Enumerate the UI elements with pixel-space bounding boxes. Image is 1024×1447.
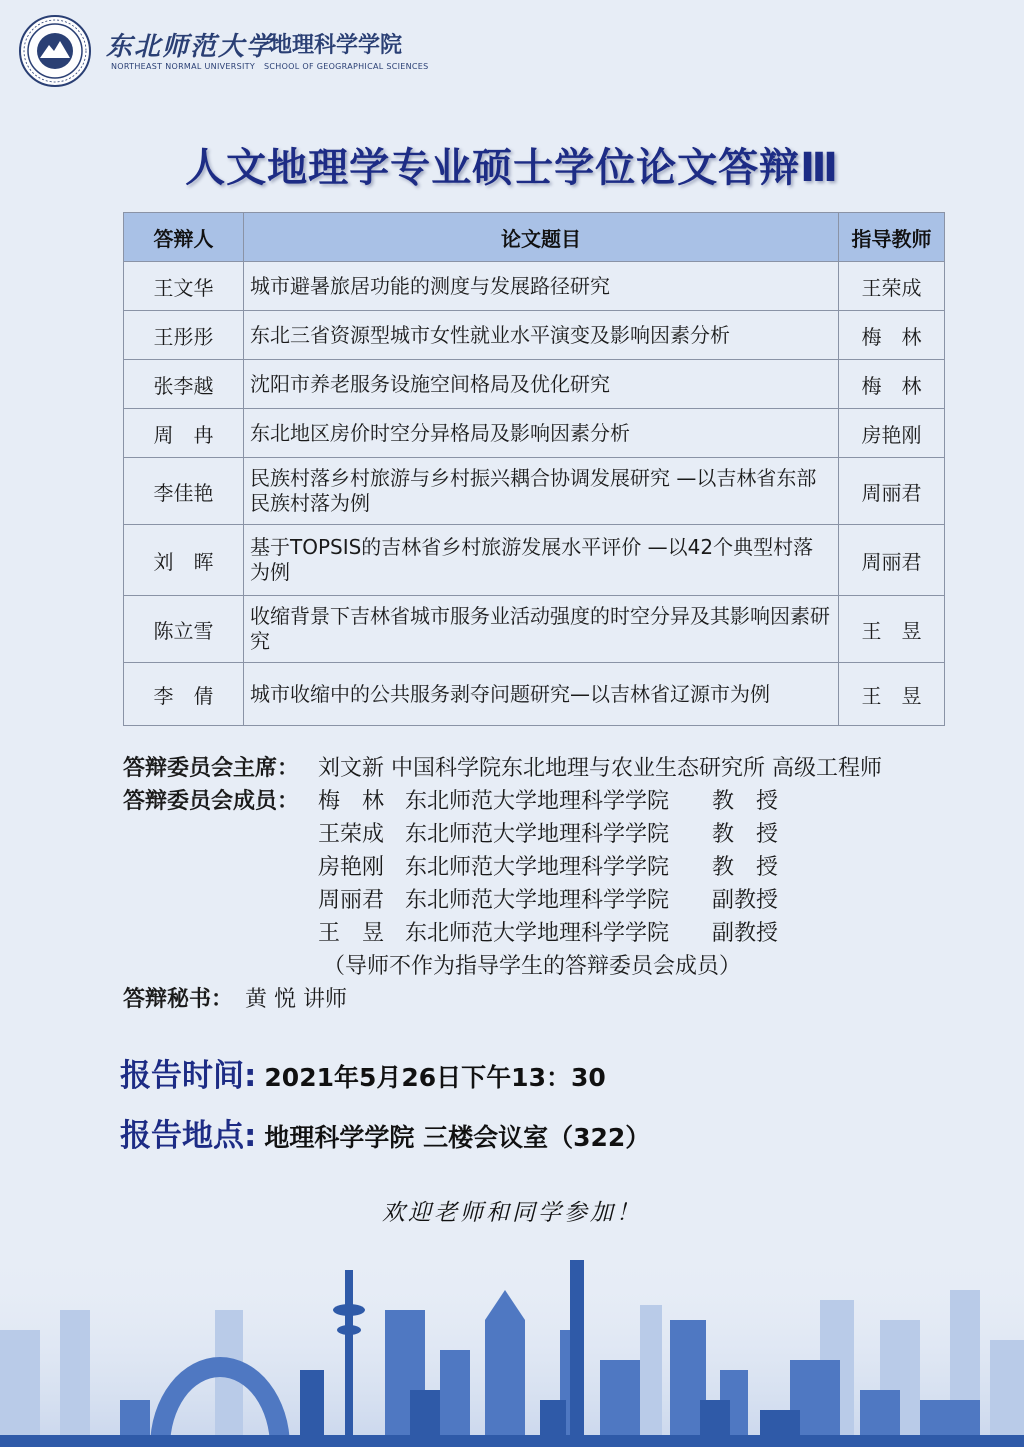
member-name: 梅 林 — [318, 789, 385, 814]
member-title: 教 授 — [712, 789, 779, 814]
committee-section — [123, 752, 983, 1016]
report-time — [120, 1050, 606, 1095]
member-row — [123, 884, 983, 917]
header-logo — [18, 14, 438, 92]
student-cell: 王彤彤 — [124, 311, 244, 360]
student-cell: 李佳艳 — [124, 458, 244, 525]
member-affiliation: 东北师范大学地理科学学院 — [405, 789, 670, 814]
advisor-cell: 王 昱 — [839, 596, 945, 663]
university-name-cn: 东北师范大学 — [106, 32, 275, 62]
topic-cell: 收缩背景下吉林省城市服务业活动强度的时空分异及其影响因素研究 — [244, 596, 839, 663]
table-header-row — [124, 213, 945, 262]
table-row — [124, 525, 945, 596]
school-name-en: SCHOOL OF GEOGRAPHICAL SCIENCES — [264, 62, 429, 71]
advisor-cell: 房艳刚 — [839, 409, 945, 458]
chair-label: 答辩委员会主席： — [123, 756, 300, 781]
defense-table — [123, 212, 945, 726]
member-row — [123, 785, 983, 818]
topic-cell: 基于TOPSIS的吉林省乡村旅游发展水平评价 —以42个典型村落为例 — [244, 525, 839, 596]
committee-note: （导师不作为指导学生的答辩委员会成员） — [323, 954, 742, 979]
report-place-value: 地理科学学院 三楼会议室（322） — [264, 1123, 651, 1152]
report-time-value: 2021年5月26日下午13：30 — [264, 1063, 606, 1092]
table-row — [124, 458, 945, 525]
advisor-cell: 梅 林 — [839, 311, 945, 360]
member-title: 副教授 — [712, 888, 779, 913]
table-row — [124, 596, 945, 663]
student-cell: 张李越 — [124, 360, 244, 409]
table-row — [124, 262, 945, 311]
member-title: 副教授 — [712, 921, 779, 946]
advisor-cell: 梅 林 — [839, 360, 945, 409]
chair-info: 刘文新 中国科学院东北地理与农业生态研究所 高级工程师 — [318, 756, 882, 781]
student-cell: 王文华 — [124, 262, 244, 311]
student-cell: 陈立雪 — [124, 596, 244, 663]
school-name-cn: 地理科学学院 — [270, 33, 403, 58]
student-cell: 李 倩 — [124, 663, 244, 726]
table-row — [124, 409, 945, 458]
table-row — [124, 311, 945, 360]
member-affiliation: 东北师范大学地理科学学院 — [405, 921, 670, 946]
report-place-label: 报告地点: — [120, 1118, 257, 1154]
member-name: 王荣成 — [318, 822, 385, 847]
member-row — [123, 818, 983, 851]
topic-cell: 东北三省资源型城市女性就业水平演变及影响因素分析 — [244, 311, 839, 360]
report-time-label: 报告时间: — [120, 1058, 257, 1094]
secretary-name: 黄 悦 讲师 — [245, 987, 347, 1012]
city-skyline-illustration — [0, 1250, 1024, 1447]
header-topic: 论文题目 — [244, 213, 839, 262]
topic-cell: 东北地区房价时空分异格局及影响因素分析 — [244, 409, 839, 458]
topic-cell: 民族村落乡村旅游与乡村振兴耦合协调发展研究 —以吉林省东部民族村落为例 — [244, 458, 839, 525]
member-affiliation: 东北师范大学地理科学学院 — [405, 888, 670, 913]
member-name: 周丽君 — [318, 888, 385, 913]
advisor-cell: 王荣成 — [839, 262, 945, 311]
student-cell: 周 冉 — [124, 409, 244, 458]
welcome-message: 欢迎老师和同学参加！ — [382, 1200, 642, 1226]
member-affiliation: 东北师范大学地理科学学院 — [405, 822, 670, 847]
chair-row — [123, 752, 983, 785]
report-place — [120, 1110, 650, 1155]
secretary-label: 答辩秘书： — [123, 987, 234, 1012]
topic-cell: 沈阳市养老服务设施空间格局及优化研究 — [244, 360, 839, 409]
university-name-en: NORTHEAST NORMAL UNIVERSITY — [111, 62, 256, 71]
member-name: 王 昱 — [318, 921, 385, 946]
header-student: 答辩人 — [124, 213, 244, 262]
members-label: 答辩委员会成员： — [123, 789, 300, 814]
note-row — [123, 950, 983, 983]
table-row — [124, 360, 945, 409]
table-row — [124, 663, 945, 726]
member-title: 教 授 — [712, 855, 779, 880]
advisor-cell: 周丽君 — [839, 525, 945, 596]
topic-cell: 城市避暑旅居功能的测度与发展路径研究 — [244, 262, 839, 311]
member-affiliation: 东北师范大学地理科学学院 — [405, 855, 670, 880]
university-seal-icon — [18, 14, 92, 88]
page-title: 人文地理学专业硕士学位论文答辩Ⅲ — [185, 145, 839, 191]
header-advisor: 指导教师 — [839, 213, 945, 262]
topic-cell: 城市收缩中的公共服务剥夺问题研究—以吉林省辽源市为例 — [244, 663, 839, 726]
member-title: 教 授 — [712, 822, 779, 847]
member-name: 房艳刚 — [318, 855, 385, 880]
secretary-row — [123, 983, 983, 1016]
advisor-cell: 王 昱 — [839, 663, 945, 726]
member-row — [123, 851, 983, 884]
student-cell: 刘 晖 — [124, 525, 244, 596]
advisor-cell: 周丽君 — [839, 458, 945, 525]
member-row — [123, 917, 983, 950]
